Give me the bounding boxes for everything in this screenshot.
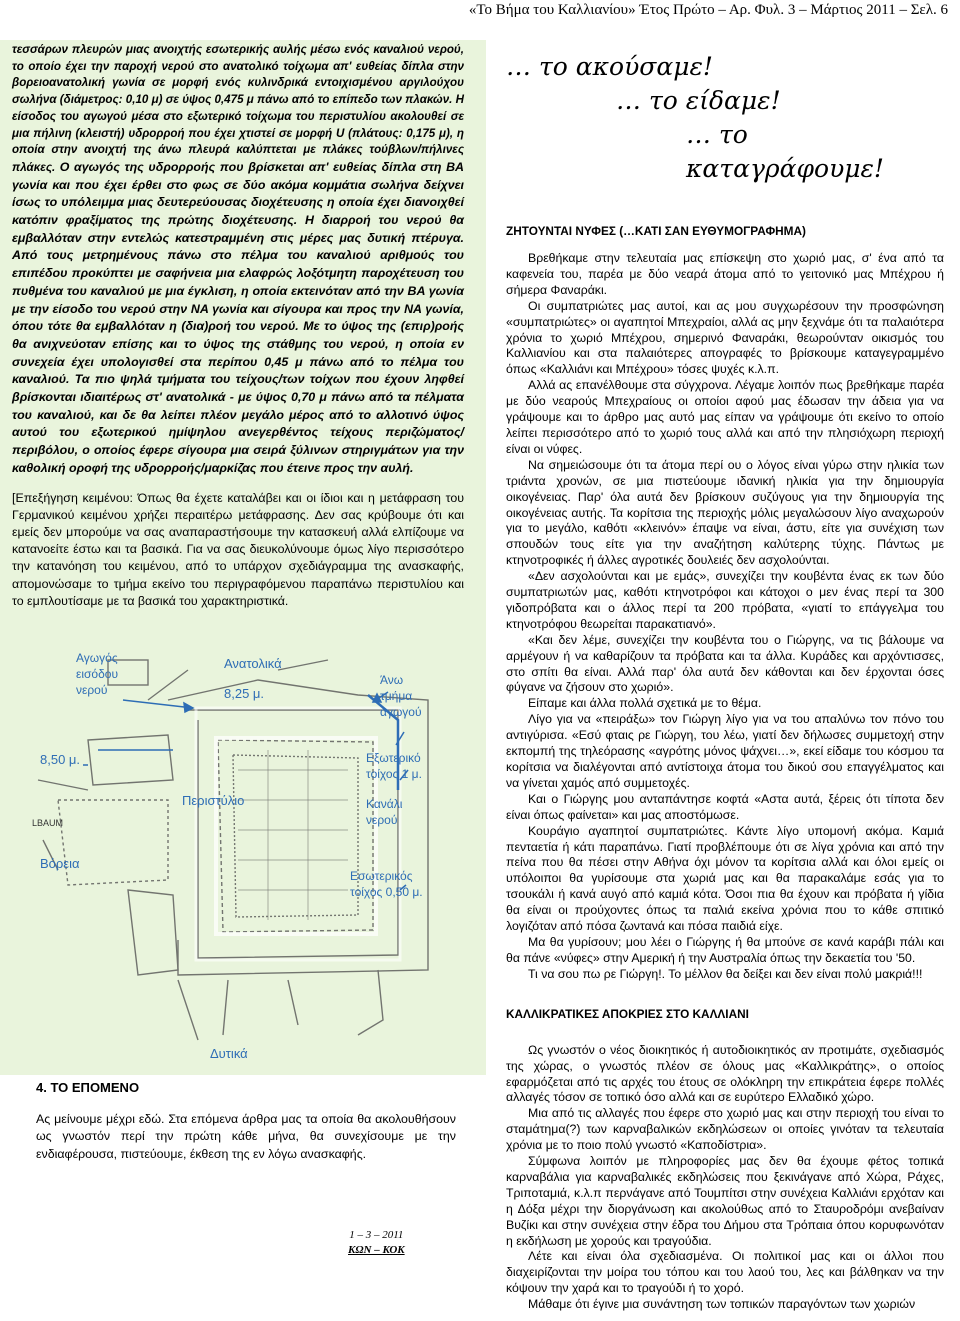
peristyle-outline xyxy=(216,738,376,934)
explanation-paragraph: [Επεξήγηση κειμένου: Όπως θα έχετε καταλάβει και οι ίδιοι και η μετάφραση του Γερμανικού κειμένου χρήζει περαιτέρω μετάφρασης. Δεν σας κρύβουμε ότι και εμείς δεν μπορούμε να σας αναπαραστήσουμε την κατασκευή αλλά ελπίζουμε να κατανοείτε έστω και τα βασικά. Για να σας διευκολύνουμε όμως λίγο περισσότερο την κατανόηση του κειμένου, από το υπάρχον σχεδιάγραμμα της ανασκαφής, απομονώσαμε το τμήμα εκείνο του περιγραφόμενου παραπάνω περιστυλίου και το εμπλουτίσαμε με τα βασικά του χαρακτηριστικά. xyxy=(12,490,464,608)
label-inner-wall-1: Εσωτερικός xyxy=(350,869,413,883)
slogan xyxy=(506,50,944,186)
article2-title: ΚΑΛΛΙΚΡΑΤΙΚΕΣ ΑΠΟΚΡΙΕΣ ΣΤΟ ΚΑΛΛΙΑΝΙ xyxy=(506,1006,749,1021)
translated-excerpt xyxy=(12,42,464,478)
article2-paragraph: Μάθαμε ότι έγινε μια συνάντηση των τοπικών παραγόντων των χωριών xyxy=(528,1297,916,1312)
section-next-title: 4. ΤΟ ΕΠΟΜΕΝΟ xyxy=(36,1080,140,1095)
label-outer-wall-1: Εξωτερικό xyxy=(366,751,421,765)
label-inlet-3: νερού xyxy=(76,683,108,697)
article1-paragraph: «Και δεν λέμε, συνεχίζει την κουβέντα του ο Γιώργης, να τις βάλουμε να αρμέγουν ή να καθαρίζουν τα πρόβατα και τα άλλα. Κυράδες και αρχόντισσες, στο σπίτι θα είναι. Αλλά παρ' όλα αυτά δεν κάθονται και δεν έρχονται όσες φύγανε να ζήσουν στο χωριό». xyxy=(506,632,944,695)
label-inner-wall-2: τοίχος 0,50 μ. xyxy=(350,885,423,899)
label-inlet-1: Αγωγός xyxy=(76,651,118,665)
article1-paragraph: Να σημειώσουμε ότι τα άτομα περί ου ο λόγος είναι γύρω στην ηλικία των τριάντα χρονών, σε μια πιστεύουμε ιδανική ηλικία για την δημιουργία οικογένειας. Παρ' όλα αυτά δεν βρίσκουν συζύγους για την δημιουργία της οικογένειας αυτής. Τα κορίτσια της περιοχής μόλις μεγαλώσουν λίγο αναχωρούν για το μεγάλο, καθότι «κλεινόν» έπαψε να είναι, άστυ, είτε για συνέχιση των σπουδών τους είτε για την αναζήτηση καλύτερης τύχης. Πάντως με κτηνοτροφικές ή άλλες αγροτικές δουλειές δεν ασχολούνται. xyxy=(506,457,944,568)
label-dim-8-25: 8,25 μ. xyxy=(224,686,265,701)
label-stamp: LBAUM xyxy=(32,818,64,828)
label-outer-wall-2: τοίχος 1 μ. xyxy=(366,767,422,781)
site-plan-figure xyxy=(28,640,468,1080)
section-next-text: Ας μείνουμε μέχρι εδώ. Στα επόμενα άρθρα μας τα οποία θα ακολουθήσουν ως γνωστόν περί την πρώτη κάθε μήνα, θα συνεχίσουμε με την ενδιαφέρουσα, πιστεύουμε, έκθεση της εν λόγω ανασκαφής. xyxy=(36,1112,456,1161)
label-inlet-2: εισόδου xyxy=(76,667,119,681)
left-column xyxy=(12,42,464,610)
label-upper-1: Άνω xyxy=(380,673,404,687)
slogan-line-3: … το καταγράφουμε! xyxy=(686,120,884,183)
article1-paragraph: Οι συμπατριώτες μας αυτοί, και ας μου συγχωρέσουν την προσφώνηση «συμπατριώτες» οι αγαπητοί Μπεχραίοι, αλλά ας μην ξεχνάμε ότι τα παλαιότερα χρόνια το χωριό Μπέχρου, σημερινό Φαναράκι, θεωρούνταν οικισμός του Καλλιανίου και στα παλαιότερες απογραφές το βρίσκουμε καταγεγραμμένο όπως «Καλλιάνι και Μπέχρου» τόσες ψυχές κ.λ.π. xyxy=(506,298,944,377)
article1-paragraph: Είπαμε και άλλα πολλά σχετικά με το θέμα. xyxy=(528,696,762,711)
label-dim-8-50: 8,50 μ. xyxy=(40,752,81,767)
section-next xyxy=(36,1080,456,1163)
right-column xyxy=(506,50,944,1313)
article1-paragraph: Μα θα γυρίσουν; μου λέει ο Γιώργης ή θα μπούνε σε κανά καράβι πάλι και θα πάνε «νύφες» στην Αμερική ή την Αυστραλία όπως την δεκαετία του '50. xyxy=(506,934,944,965)
label-peristyle: Περιστύλιο xyxy=(182,793,245,808)
label-north: Βόρεια xyxy=(40,856,80,871)
article1-title: ΖΗΤΟΥΝΤΑΙ ΝΥΦΕΣ (…ΚΑΤΙ ΣΑΝ ΕΥΘΥΜΟΓΡΑΦΗΜΑ) xyxy=(506,224,806,238)
article2-paragraph: Σύμφωνα λοιπόν με πληροφορίες μας δεν θα έχουμε φέτος τοπικά καρναβάλια για καρναβαλικές εκδηλώσεις που ξεκινάγανε από Χώρα, Ράχες, Τριποταμιά, κ.λ.π περνάγανε από Τουμπίτσι στην συνέχεια Καλλιάνι ερχόταν και η Δόξα μέχρι την διοργάνωση και ακολούθως από το Σταυροδρόμι ανεβαίναν Βυζίκι και στην συνέχεια στην έδρα του Δήμου στα Τρόπαια όπου κορυφωνόταν η εκδήλωση με χορούς και τραγούδια. xyxy=(506,1154,944,1248)
article1-paragraph: Βρεθήκαμε στην τελευταία μας επίσκεψη στο χωριό μας, σ' ένα από τα καφενεία του, παρέα με δύο νεαρά άτομα από το γειτονικό μας Μπέχρου ή σήμερα Φαναράκι. xyxy=(506,251,944,297)
outer-wall-outline xyxy=(196,708,400,960)
article1-paragraph: «Δεν ασχολούνται και με εμάς», συνεχίζει την κουβέντα ένας εκ των δύο συμπατριωτών μας, καθότι κτηνοτρόφοι και κάτοχοι ο μεν ένας περί τα 300 γιδοπρόβατα και ο άλλος περί τα 200 πρόβατα, «γιατί το επάγγελμα του κτηνοτρόφου θεωρείται παρακατιανό». xyxy=(506,569,944,631)
article1-body xyxy=(506,251,944,983)
article2-paragraph: Λέτε και είναι όλα σχεδιασμένα. Οι πολιτικοί μας και οι άλλοι που διαχειρίζονται την μοίρα του τόπου και του λαού του, λες και βάλθηκαν να την κόψουν την χαρά και το τραγούδι ή το χορό. xyxy=(506,1249,944,1296)
signature-date: 1 – 3 – 2011 xyxy=(349,1229,404,1241)
article1-paragraph: Κουράγιο αγαπητοί συμπατριώτες. Κάντε λίγο υπομονή ακόμα. Καμιά πενταετία ή κάτι παραπάνω. Γιατί προβλέπουμε ότι σε λίγα χρόνια και από την πείνα που θα πέσει στην Αθήνα όχι μόνον τα κορίτσια αλλά και όλοι εμείς οι υπόλοιποι θα γυρίσουμε στα χωριά μας και θα παρακαλάμε εσάς για το τσουκάλι ή κανά αυγό από καμιά κότα. Όσοι πια θα έχουν και πρόβατα ή γίδια θα είναι οι προύχοντες όπως τα παλιά εκείνα χρόνια που το κάθε σπιτικό λογιζόταν από πόσα ζωντανά και πόσα παιδιά είχε. xyxy=(506,823,944,934)
slogan-line-2: … το είδαμε! xyxy=(616,86,781,115)
slogan-line-1: … το ακούσαμε! xyxy=(506,52,713,81)
signature-initials: ΚΩΝ – ΚΟΚ xyxy=(348,1244,405,1256)
label-upper-2: τμήμα xyxy=(380,689,413,703)
article1-paragraph: Και ο Γιώργης μου ανταπάντησε κοφτά «Αστα αυτά, ξέρεις ότι τίποτα δεν είναι όπως φαίνεται» και μας αποστόμωσε. xyxy=(506,791,944,822)
label-channel-1: Κανάλι xyxy=(366,797,403,811)
article1-paragraph: Λίγο για να «πειράξω» τον Γιώργη λίγο για να του απαλύνω τον πόνο του αντιγύρισα. «Εσύ φταις ρε Γιώργη, του λέω, γιατί δεν δήλωσες συμμετοχή στην εκπομπή της τηλεόρασης «αγρότης μόνος ψάχνει…», εκεί είδαμε του κόσμου τα κορίτσια να διαλέγονται από αντίστοιχα άτομα του δικού σου επαγγέλματος και να γίνεται χαμός από συμμετοχές. xyxy=(506,712,944,790)
label-channel-2: νερού xyxy=(366,813,398,827)
label-upper-3: αγωγού xyxy=(380,705,422,719)
article1-paragraph: Τι να σου πω ρε Γιώργη!. Το μέλλον θα δείξει και δεν είναι πολύ μακριά!!! xyxy=(528,966,923,981)
article2-body xyxy=(506,1043,944,1313)
page-header: «Το Βήμα του Καλλιανίου» Έτος Πρώτο – Αρ. Φυλ. 3 – Μάρτιος 2011 – Σελ. 6 xyxy=(468,2,948,18)
label-east: Ανατολικά xyxy=(224,656,282,671)
excerpt-part-2: Ο αγωγός της υδρορροής που βρίσκεται απ' ευθείας δίπλα στη ΒΑ γωνία και που έχει έρθει στο φως σε δύο ακόμα κομμάτια σωλήνα δείχνει ίσως το υπόλειμμα μιας δευτερεύουσας διοχέτευσης η οποία έχει διανοιχθεί κατόπιν φραξίματος της πρώτης διοχέτευσης. Η διαρροή του νερού θα εμβαλλόταν στην εντελώς κατεστραμμένη στις μέρες μας δυτική πτέρυγα. Από τους μετρημένους πάνω στο πέλμα του καναλιού αριθμούς του επιπέδου προκύπτει με σαφήνεια μια ελαφρώς λοξότμητη παροχέτευση του πυθμένα του καναλιού με μια έγκλιση, η οποία εκτεινόταν από την ΒΑ γωνία με την είσοδο του νερού στην ΝΑ γωνία και σίγουρα και προς την ΝΑ γωνία, όπου τότε θα εμβαλλόταν η (δια)ροή του νερού. Με το ύψος της (επιρ)ροής θα ανιχνεύοταν επίσης και το ύψος της στάθμης του νερού, η οποία εν συνεχεία έχει υπολογισθεί στα περίπου 0,45 μ πάνω από το πέλμα του καναλιού. Τα πιο ψηλά τμήματα του τείχους/των τοίχων που έχουν ληφθεί βρίσκονται ιδιαιτέρως στ' ανατολικά - με ύψος 0,70 μ πάνω από τα πέλματα του καναλιού, και δε θα λείπει πλέον μεγάλο μέρος από το αλλοτινό ύψος αυτού του εξωτερικού ημίψηλου ανεγερθέντος τείχους περιζώματος/περιβόλου, ο οποίος έφερε σίγουρα μια σειρά ξύλινων στηριγμάτων για την καθολική οροφή της υδρορροής/μαρκίζας που έτεινε προς την αυλή. xyxy=(12,159,464,475)
article2-paragraph: Ως γνωστόν ο νέος διοικητικός ή αυτοδιοικητικός αν προτιμάτε, σχεδιασμός της χώρας, ο γνωστός πλέον σε όλους μας «Καλλικράτης», ο οποίος εφαρμόζεται από τις αρχές του έτους σε ολόκληρη την επικράτεια έφερε πολλές αλλαγές τόσον σε τοπικό όσο αλλά και σε ευρύτερο Ελλαδικό χώρο. xyxy=(506,1042,944,1105)
article1-paragraph: Αλλά ας επανέλθουμε στα σύγχρονα. Λέγαμε λοιπόν πως βρεθήκαμε παρέα με δύο νεαρούς Μπεχραίους οι οποίοι αφού μας έδωσαν την άδεια για να γράψουμε και το άρθρο μας αυτό μας είπαν να γράψουμε ότι εκείνο το οποίο λείπει περισσότερο από το χωριό τους αλλά και από την πλησιόχωρη περιοχή είναι οι νύφες. xyxy=(506,378,944,456)
article2-paragraph: Μια από τις αλλαγές που έφερε στο χωριό μας και στην περιοχή του είναι το σταμάτημα(?) των καρναβαλικών εκδηλώσεων οι οποίες γινόταν τα τελευταία χρόνια με το ποιο πολύ γνωστό «Καποδίστρια». xyxy=(506,1106,944,1153)
excerpt-part-1: τεσσάρων πλευρών μιας ανοιχτής εσωτερικής αυλής μέσω ενός καναλιού νερού, το οποίο έχει την παροχή νερού στο ανατολικό τοίχωμα απ' ευθείας δίπλα στην βορειοανατολική γωνία σε μορφή ενός κυλινδρικά εντοιχισμένου αργιλούχου σωλήνα (διάμετρος: 0,10 μ) σε ύψος 0,475 μ πάνω από το επίπεδο των πλακών. Η είσοδος του αγωγού μέσα στο εξωτερικό τοίχωμα του περιστυλίου ακολουθεί σε μια πήλινη (κλειστή) υδρορροή που έχει χτιστεί σε μορφή U (πλάτους: 0,175 μ), η οποία στην ανοιχτή της άνω πλευρά καλύπτεται με πλάκες τούβλων/πήλινες πλάκες. xyxy=(12,43,464,174)
label-west: Δυτικά xyxy=(210,1046,248,1061)
signature-block xyxy=(348,1228,405,1258)
